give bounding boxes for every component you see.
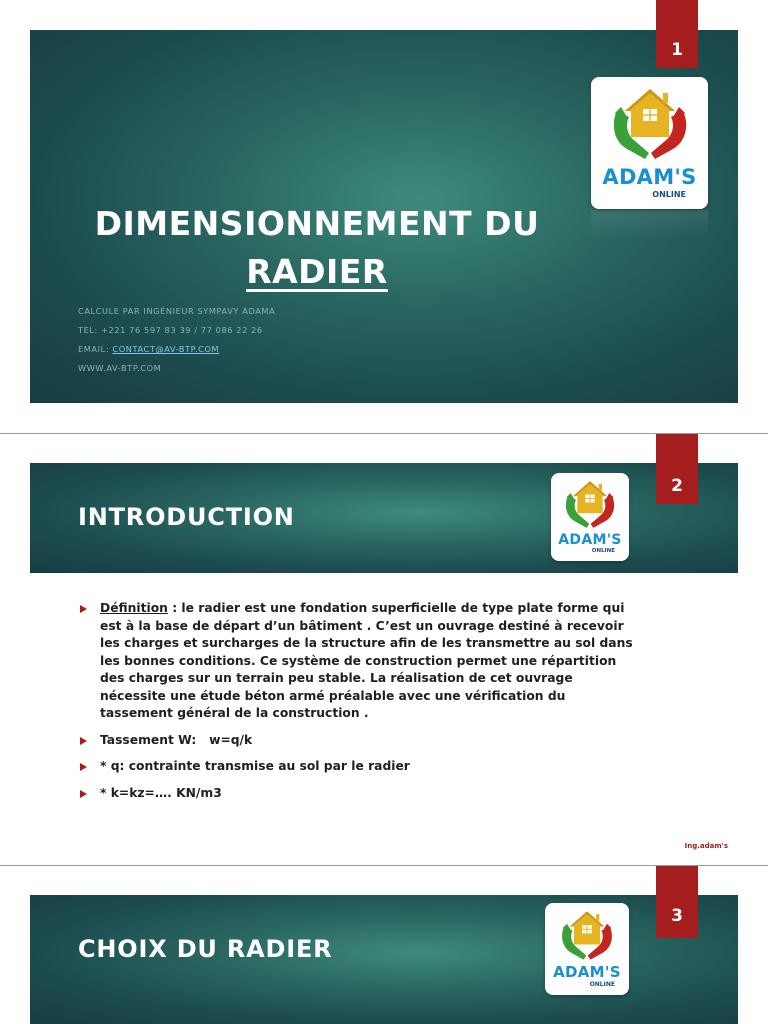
definition-label: Définition: [100, 601, 168, 615]
k-text: * k=kz=…. KN/m3: [100, 785, 222, 800]
house-hands-logo-icon: [560, 477, 620, 532]
slide-1-number-tab: [656, 0, 698, 68]
logo-sub-text: ONLINE: [591, 548, 615, 554]
slide-3-logo: [545, 903, 629, 995]
slide-2-title: INTRODUCTION: [78, 503, 295, 531]
house-hands-logo-icon: [605, 83, 695, 165]
slide-separator-1: [0, 433, 768, 434]
tassement-text: Tassement W: w=q/k: [100, 732, 253, 747]
slide-1-email-label: EMAIL:: [78, 344, 113, 354]
logo-brand-text: ADAM'S: [553, 963, 621, 981]
house-hands-logo-icon: [556, 907, 618, 964]
slide-3-number-tab: [656, 866, 698, 938]
slide-1-email-row: [78, 344, 219, 354]
slide-1-logo-reflection: [591, 210, 708, 240]
slide-1-logo: [591, 77, 708, 209]
logo-sub-text: ONLINE: [652, 190, 686, 199]
slide-1-title-line-2: RADIER: [246, 251, 388, 291]
slide-2-bullet-list: [78, 600, 638, 811]
bullet-arrow-icon: [80, 790, 87, 798]
bullet-arrow-icon: [80, 737, 87, 745]
bullet-definition: [78, 600, 638, 723]
q-text: * q: contrainte transmise au sol par le radier: [100, 759, 410, 773]
slide-3-number: 3: [671, 906, 683, 926]
slide-1-title: [62, 200, 572, 296]
slide-1-number: 1: [671, 40, 683, 60]
bullet-arrow-icon: [80, 763, 87, 771]
bullet-q: [78, 758, 638, 776]
slide-1-email-link[interactable]: CONTACT@AV-BTP.COM: [112, 344, 220, 354]
slide-2-signature: Ing.adam's: [684, 842, 728, 850]
slide-1-title-line-1: DIMENSIONNEMENT DU: [94, 204, 540, 243]
slide-1-author: CALCULE PAR INGÉNIEUR SYMPAVY ADAMA: [78, 306, 276, 316]
logo-brand-text: ADAM'S: [558, 532, 622, 548]
slide-separator-2: [0, 865, 768, 866]
bullet-arrow-icon: [80, 605, 87, 613]
logo-brand-text: ADAM'S: [602, 165, 697, 189]
logo-sub-text: ONLINE: [589, 981, 615, 988]
definition-text: : le radier est une fondation superficielle de type plate forme qui est à la base de départ d’un bâtiment . C’est un ouvrage destiné à recevoir les charges et surcharges de la structure afin de les transmettre au sol dans les bonnes conditions. Ce système de construction permet une répartition des charges sur un terrain peu stable. La réalisation de cet ouvrage nécessite une étude béton armé préalable avec une vérification du tassement général de la construction .: [100, 601, 633, 720]
bullet-tassement: [78, 732, 638, 750]
slide-1-website: WWW.AV-BTP.COM: [78, 363, 162, 373]
slide-3-title: CHOIX DU RADIER: [78, 935, 333, 963]
slide-1-tel: TEL: +221 76 597 83 39 / 77 086 22 26: [78, 325, 263, 335]
slide-2-number: 2: [671, 476, 683, 496]
slide-2-number-tab: [656, 434, 698, 504]
slide-2-logo: [551, 473, 629, 561]
bullet-k: [78, 785, 638, 803]
